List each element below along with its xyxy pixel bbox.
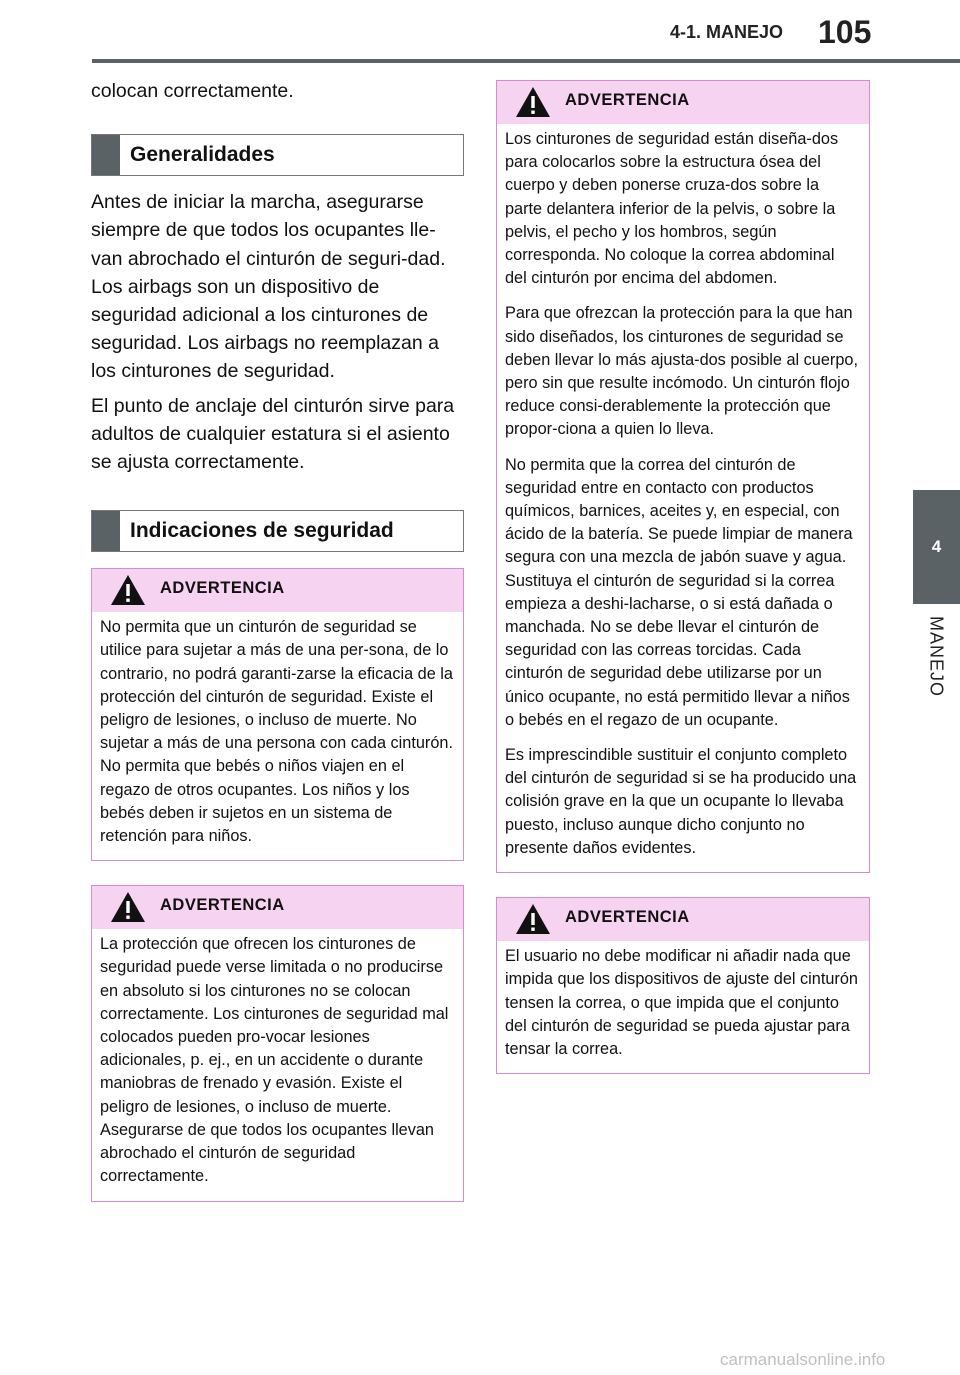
warning-header xyxy=(92,569,463,612)
warning-text: Es imprescindible sustituir el conjunto completo del cinturón de seguridad si se ha producido una colisión grave en la que un ocupante lo llevaba puesto, incluso aunque dicho conjunto no presente daños evidentes. xyxy=(505,746,857,857)
warning-text: No permita que un cinturón de seguridad se utilice para sujetar a más de una per-sona, de lo contrario, no podrá garanti-zarse la eficacia de la protección del cinturón de seguridad. Existe el peligro de lesiones, o incluso de muerte. No sujetar a más de una persona con cada cinturón. No permita que bebés o niños viajen en el regazo de otros ocupantes. Los niños y los bebés deben ir sujetos en un sistema de retención para niños. xyxy=(100,618,453,846)
warning-text: El usuario no debe modificar ni añadir nada que impida que los dispositivos de ajuste del cinturón tensen la correa, o que impida que el conjunto del cinturón de seguridad se pueda ajustar para tensar la correa. xyxy=(505,947,858,1058)
header-chapter-title: 4-1. MANEJO xyxy=(670,22,784,42)
warning-box xyxy=(496,897,870,1074)
warning-text: La protección que ofrecen los cinturones de seguridad puede verse limitada o no producirse en absoluto si los cinturones no se colocan correctamente. Los cinturones de seguridad mal colocados pueden pro-vocar lesiones adicionales, p. ej., en un accidente o durante maniobras de frenado y evasión. Existe el peligro de lesiones, o incluso de muerte. Asegurarse de que todos los ocupantes llevan abrochado el cinturón de seguridad correctamente. xyxy=(100,935,449,1186)
paragraph: Antes de iniciar la marcha, asegurarse siempre de que todos los ocupantes lle-van abrochado el cinturón de seguri-dad. Los airbags son un dispositivo de seguridad adicional a los cinturones de seguridad. Los airbags no reemplazan a los cinturones de seguridad. xyxy=(91,191,446,383)
chapter-tab xyxy=(913,490,960,604)
section-heading-bar xyxy=(92,511,120,551)
warning-text: Para que ofrezcan la protección para la que han sido diseñados, los cinturones de seguridad se deben llevar lo más ajusta-dos posible al cuerpo, pero sin que resulte incómodo. Un cinturón flojo reduce consi-derablemente la protección que propor-ciona a quien lo lleva. xyxy=(505,304,858,439)
warning-label: ADVERTENCIA xyxy=(160,579,285,598)
page-number: 105 xyxy=(818,14,872,50)
section-heading-bar xyxy=(92,135,120,175)
section-heading-text: Indicaciones de seguridad xyxy=(130,519,394,543)
warning-label: ADVERTENCIA xyxy=(565,908,690,927)
section-heading-indicaciones xyxy=(91,510,464,552)
warning-label: ADVERTENCIA xyxy=(565,91,690,109)
chapter-tab-label: MANEJO xyxy=(926,616,947,698)
section-heading-generalidades xyxy=(91,134,464,176)
warning-header xyxy=(92,886,463,929)
right-column xyxy=(496,80,870,1074)
intro-text: colocan correctamente. xyxy=(91,80,294,102)
warning-triangle-icon xyxy=(110,891,146,923)
warning-body xyxy=(92,612,463,860)
warning-header xyxy=(497,898,869,941)
warning-text: Los cinturones de seguridad están diseña-dos para colocarlos sobre la estructura ósea del cuerpo y deben ponerse cruza-dos sobre la parte delantera inferior de la pelvis, o sobre la pelvis, el pecho y los hombros, según corresponda. No coloque la correa abdominal del cinturón por encima del abdomen. xyxy=(505,130,839,288)
warning-box xyxy=(91,885,464,1201)
warning-label: ADVERTENCIA xyxy=(160,896,285,915)
warning-triangle-icon xyxy=(515,903,551,935)
footer-watermark: carmanualsonline.info xyxy=(720,1350,886,1369)
left-column xyxy=(91,70,464,1202)
warning-box xyxy=(91,568,464,861)
warning-text: No permita que la correa del cinturón de seguridad entre en contacto con productos químicos, barnices, aceites y, en especial, con ácido de la batería. Se puede limpiar de manera segura con una mezcla de jabón suave y agua. Sustituya el cinturón de seguridad si la correa empieza a deshi-lacharse, o si está dañada o manchada. No se debe llevar el cinturón de seguridad con las correas torcidas. Cada cinturón de seguridad debe utilizarse por un único ocupante, no está permitido llevar a niños o bebés en el regazo de un ocupante. xyxy=(505,455,853,729)
warning-header xyxy=(497,81,869,124)
chapter-tab-number: 4 xyxy=(931,537,942,556)
paragraph: El punto de anclaje del cinturón sirve para adultos de cualquier estatura si el asiento se ajusta correctamente. xyxy=(91,394,455,474)
warning-body xyxy=(497,941,869,1073)
warning-triangle-icon xyxy=(110,574,146,606)
warning-triangle-icon xyxy=(515,86,551,118)
warning-box xyxy=(496,80,870,873)
section-heading-text: Generalidades xyxy=(130,143,275,167)
warning-body xyxy=(497,124,869,872)
warning-body xyxy=(92,929,463,1200)
header-rule xyxy=(92,59,960,63)
